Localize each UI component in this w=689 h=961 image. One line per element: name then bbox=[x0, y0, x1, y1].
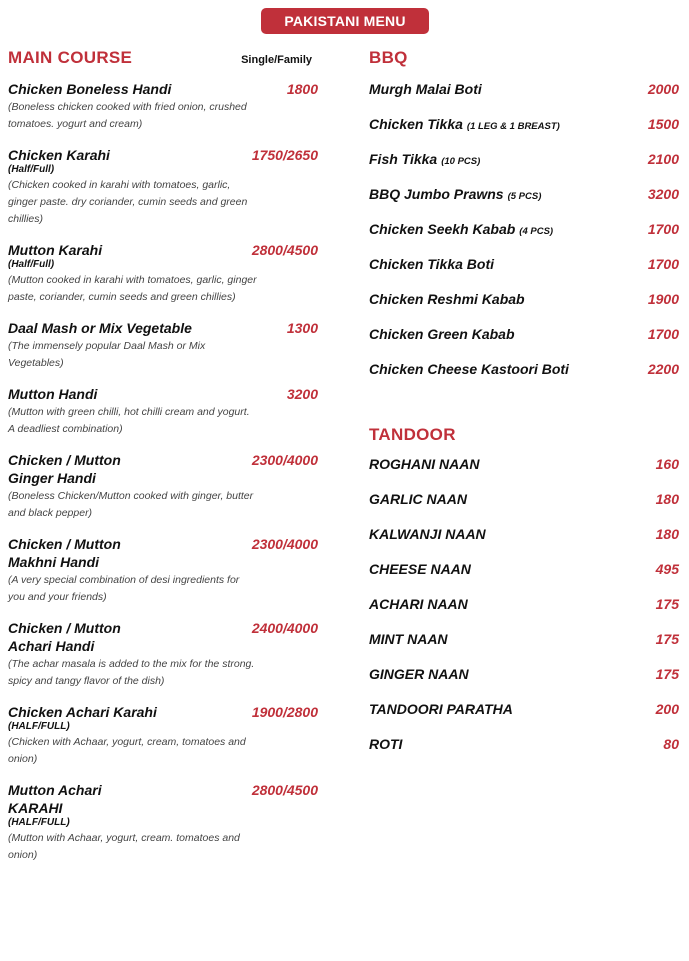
bbq-item-title bbox=[369, 325, 515, 343]
bbq-item-price: 1700 bbox=[647, 221, 679, 237]
bbq-item-note: (4 PCS) bbox=[519, 226, 554, 237]
menu-item bbox=[8, 619, 318, 690]
menu-item-price: 2300/4000 bbox=[251, 452, 318, 468]
bbq-item-note: (5 PCS) bbox=[507, 191, 542, 202]
tandoor-item-price: 175 bbox=[655, 631, 679, 647]
main-course-header bbox=[8, 48, 318, 68]
bbq-item bbox=[369, 150, 679, 185]
tandoor-item bbox=[369, 700, 679, 735]
bbq-item-price: 1700 bbox=[647, 256, 679, 272]
menu-item-name: Chicken Achari Karahi bbox=[8, 704, 157, 720]
tandoor-item-price: 200 bbox=[655, 701, 679, 717]
bbq-list bbox=[369, 80, 679, 395]
menu-item-row bbox=[8, 241, 318, 271]
bbq-item-name: Murgh Malai Boti bbox=[369, 81, 482, 97]
menu-item-portion: (Half/Full) bbox=[8, 164, 55, 175]
bbq-item-name: Chicken Reshmi Kabab bbox=[369, 291, 525, 307]
tandoor-item-price: 160 bbox=[655, 456, 679, 472]
bbq-item-name: Chicken Seekh Kabab bbox=[369, 221, 516, 237]
tandoor-item-name: GINGER NAAN bbox=[369, 666, 469, 682]
menu-item-description: (Boneless chicken cooked with fried onion, crushed tomatoes. yogurt and cream) bbox=[8, 101, 247, 130]
menu-item bbox=[8, 146, 318, 228]
menu-item-title-block bbox=[8, 451, 158, 487]
menu-item-description: (Mutton with green chilli, hot chilli cream and yogurt. A deadliest combination) bbox=[8, 406, 250, 435]
tandoor-item-name: KALWANJI NAAN bbox=[369, 526, 486, 542]
menu-item-price: 2800/4500 bbox=[251, 242, 318, 258]
bbq-item-name: Chicken Green Kabab bbox=[369, 326, 515, 342]
bbq-item bbox=[369, 185, 679, 220]
menu-item-name: Chicken Karahi bbox=[8, 147, 110, 163]
tandoor-item-price: 80 bbox=[663, 736, 679, 752]
bbq-item-price: 1700 bbox=[647, 326, 679, 342]
bbq-item-price: 3200 bbox=[647, 186, 679, 202]
bbq-item-name: Fish Tikka bbox=[369, 151, 438, 167]
menu-item-price: 2400/4000 bbox=[251, 620, 318, 636]
main-course-column bbox=[8, 48, 318, 877]
menu-item-row bbox=[8, 703, 318, 733]
menu-item-name: Mutton Handi bbox=[8, 386, 98, 402]
menu-item-title-block bbox=[8, 703, 157, 733]
menu-item-description: (Mutton with Achaar, yogurt, cream. tomatoes and onion) bbox=[8, 832, 240, 861]
bbq-item bbox=[369, 80, 679, 115]
menu-item-title-block bbox=[8, 241, 102, 271]
main-course-title: MAIN COURSE bbox=[8, 48, 133, 67]
right-column bbox=[369, 48, 679, 770]
menu-item-price: 1300 bbox=[286, 320, 318, 336]
tandoor-item-name: TANDOORI PARATHA bbox=[369, 701, 513, 717]
tandoor-item-name: ROTI bbox=[369, 736, 403, 752]
size-label: Single/Family bbox=[241, 54, 312, 66]
menu-item-description: (Chicken with Achaar, yogurt, cream, tomatoes and onion) bbox=[8, 736, 246, 765]
menu-item-name: Daal Mash or Mix Vegetable bbox=[8, 320, 192, 336]
bbq-item bbox=[369, 220, 679, 255]
menu-item-portion: (Half/Full) bbox=[8, 259, 55, 270]
menu-item-row bbox=[8, 385, 318, 403]
menu-item-portion: (HALF/FULL) bbox=[8, 721, 70, 732]
bbq-item-title bbox=[369, 80, 482, 98]
menu-item-description: (The immensely popular Daal Mash or Mix Vegetables) bbox=[8, 340, 206, 369]
tandoor-title: TANDOOR bbox=[369, 425, 456, 444]
bbq-item-title bbox=[369, 255, 494, 273]
menu-item-title-block bbox=[8, 146, 110, 176]
tandoor-item-name: ACHARI NAAN bbox=[369, 596, 468, 612]
menu-item-title-block bbox=[8, 385, 97, 403]
bbq-item-title bbox=[369, 290, 525, 308]
menu-item bbox=[8, 319, 318, 372]
bbq-item-title bbox=[369, 185, 541, 206]
bbq-item bbox=[369, 290, 679, 325]
bbq-item-price: 2100 bbox=[647, 151, 679, 167]
menu-item-name: Chicken / Mutton Ginger Handi bbox=[8, 452, 121, 486]
tandoor-list bbox=[369, 455, 679, 770]
tandoor-header bbox=[369, 425, 679, 445]
menu-item-title-block bbox=[8, 319, 192, 337]
tandoor-item-name: GARLIC NAAN bbox=[369, 491, 467, 507]
menu-item-name: Mutton Karahi bbox=[8, 242, 103, 258]
tandoor-item bbox=[369, 490, 679, 525]
bbq-item-note: (10 PCS) bbox=[441, 156, 481, 167]
menu-item bbox=[8, 451, 318, 522]
tandoor-item bbox=[369, 525, 679, 560]
menu-item-title-block bbox=[8, 781, 158, 829]
menu-item-row bbox=[8, 781, 318, 829]
tandoor-item bbox=[369, 595, 679, 630]
tandoor-item-price: 495 bbox=[655, 561, 679, 577]
bbq-item-title bbox=[369, 150, 480, 171]
bbq-item bbox=[369, 255, 679, 290]
bbq-item-price: 1500 bbox=[647, 116, 679, 132]
tandoor-item-name: ROGHANI NAAN bbox=[369, 456, 480, 472]
menu-item-name: Mutton Achari KARAHI bbox=[8, 782, 102, 816]
tandoor-item bbox=[369, 455, 679, 490]
bbq-item-title bbox=[369, 360, 569, 378]
menu-item bbox=[8, 535, 318, 606]
main-course-list bbox=[8, 80, 318, 864]
bbq-title: BBQ bbox=[369, 48, 408, 67]
menu-item-price: 2300/4000 bbox=[251, 536, 318, 552]
menu-item-title-block bbox=[8, 535, 158, 571]
menu-item-price: 1800 bbox=[286, 81, 318, 97]
menu-item-description: (The achar masala is added to the mix for the strong. spicy and tangy flavor of the dish) bbox=[8, 658, 255, 687]
menu-item bbox=[8, 241, 318, 306]
menu-item bbox=[8, 385, 318, 438]
menu-item-title-block bbox=[8, 80, 171, 98]
menu-item-price: 1750/2650 bbox=[251, 147, 318, 163]
tandoor-item bbox=[369, 630, 679, 665]
tandoor-item-name: CHEESE NAAN bbox=[369, 561, 471, 577]
bbq-item bbox=[369, 325, 679, 360]
menu-item-description: (Mutton cooked in karahi with tomatoes, garlic, ginger paste, coriander, cumin seeds and green chillies) bbox=[8, 274, 257, 303]
tandoor-item bbox=[369, 560, 679, 595]
menu-item-row bbox=[8, 451, 318, 487]
menu-item-name: Chicken / Mutton Makhni Handi bbox=[8, 536, 121, 570]
menu-item-price: 1900/2800 bbox=[251, 704, 318, 720]
menu-item-row bbox=[8, 146, 318, 176]
bbq-item-name: BBQ Jumbo Prawns bbox=[369, 186, 504, 202]
tandoor-item-price: 175 bbox=[655, 666, 679, 682]
menu-item-name: Chicken Boneless Handi bbox=[8, 81, 172, 97]
menu-item-description: (A very special combination of desi ingredients for you and your friends) bbox=[8, 574, 240, 603]
bbq-item-name: Chicken Cheese Kastoori Boti bbox=[369, 361, 569, 377]
tandoor-item-price: 180 bbox=[655, 526, 679, 542]
menu-item-row bbox=[8, 619, 318, 655]
menu-item-row bbox=[8, 80, 318, 98]
tandoor-item bbox=[369, 735, 679, 770]
tandoor-item-name: MINT NAAN bbox=[369, 631, 448, 647]
bbq-item bbox=[369, 360, 679, 395]
bbq-item-price: 1900 bbox=[647, 291, 679, 307]
tandoor-item-price: 180 bbox=[655, 491, 679, 507]
bbq-item-price: 2200 bbox=[647, 361, 679, 377]
menu-banner: PAKISTANI MENU bbox=[261, 8, 429, 34]
bbq-item-title bbox=[369, 220, 553, 241]
menu-item-price: 3200 bbox=[286, 386, 318, 402]
bbq-item-name: Chicken Tikka Boti bbox=[369, 256, 495, 272]
menu-item-title-block bbox=[8, 619, 158, 655]
menu-item-description: (Chicken cooked in karahi with tomatoes, garlic, ginger paste. dry coriander, cumin seeds and green chillies) bbox=[8, 179, 248, 225]
menu-item-portion: (HALF/FULL) bbox=[8, 817, 70, 828]
bbq-item-price: 2000 bbox=[647, 81, 679, 97]
bbq-item-name: Chicken Tikka bbox=[369, 116, 463, 132]
menu-item bbox=[8, 80, 318, 133]
bbq-item-title bbox=[369, 115, 560, 136]
menu-item-row bbox=[8, 535, 318, 571]
menu-item-price: 2800/4500 bbox=[251, 782, 318, 798]
bbq-item-note: (1 LEG & 1 BREAST) bbox=[466, 121, 560, 132]
menu-item bbox=[8, 781, 318, 864]
tandoor-section bbox=[369, 425, 679, 770]
tandoor-item bbox=[369, 665, 679, 700]
menu-item bbox=[8, 703, 318, 768]
menu-item-name: Chicken / Mutton Achari Handi bbox=[8, 620, 121, 654]
bbq-item bbox=[369, 115, 679, 150]
menu-item-description: (Boneless Chicken/Mutton cooked with ginger, butter and black pepper) bbox=[8, 490, 254, 519]
bbq-header bbox=[369, 48, 679, 68]
tandoor-item-price: 175 bbox=[655, 596, 679, 612]
menu-item-row bbox=[8, 319, 318, 337]
